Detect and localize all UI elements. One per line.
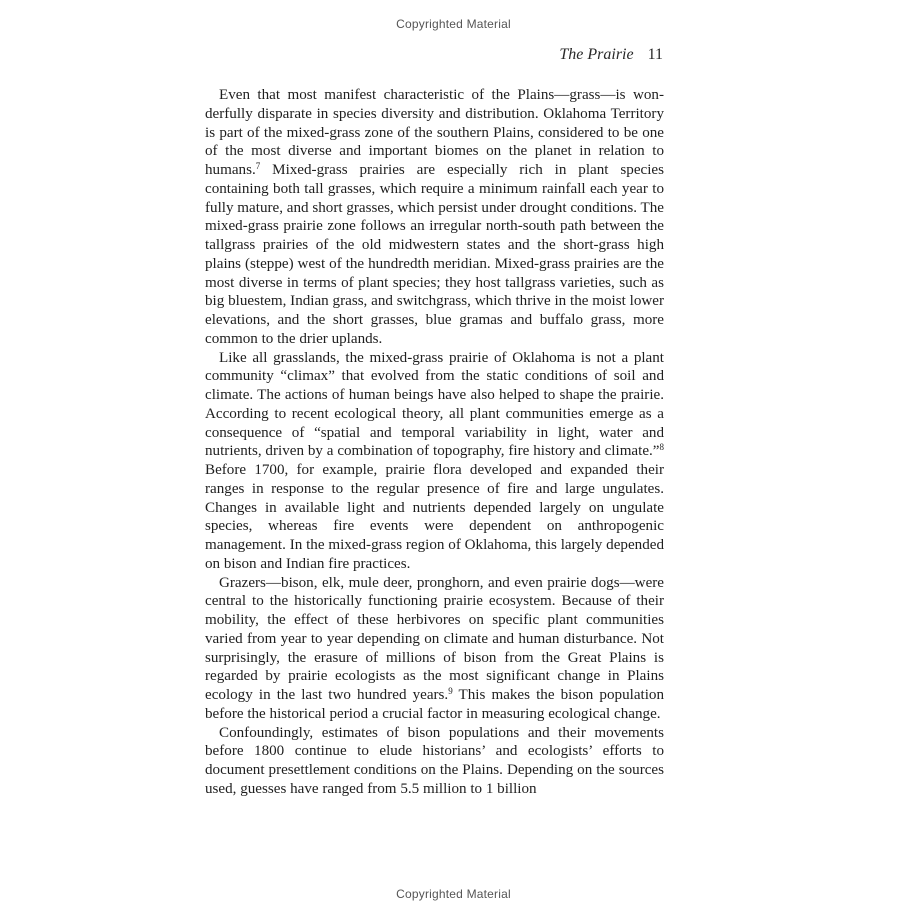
running-head-title: The Prairie <box>559 46 634 63</box>
footnote-marker: 7 <box>255 161 261 171</box>
paragraph-text: Confoundingly, estimates of bison populations and their movements before 1800 continue to elude historians’ and ecologists’ efforts to document presettlement conditions on the Plains. Depending on the sources used, guesses have ranged from 5.5 million to 1 billion <box>205 724 664 797</box>
paragraph-text: Even that most manifest characteristic of the Plains—grass—is wonderfully disparate in species diversity and distribution. Oklahoma Territory is part of the mixed-grass zone of the southern Plains, considered to be one of the most diverse and important biomes on the planet in relation to humans. <box>205 87 664 178</box>
paragraph-text: This makes the bison population before the historical period a crucial factor in measuring ecological change. <box>205 687 664 722</box>
page-number: 11 <box>647 46 663 63</box>
paragraph <box>205 724 664 799</box>
paragraph-text: Mixed-grass prairies are especially rich in plant species containing both tall grasses, which require a minimum rainfall each year to fully mature, and short grasses, which persist under drought conditions. The mixed-grass prairie zone follows an irregular north-south path between the tallgrass prairies of the old midwestern states and the short-grass high plains (steppe) west of the hundredth meridian. Mixed-grass prairies are the most diverse in terms of plant species; they host tallgrass varieties, such as big bluestem, Indian grass, and switchgrass, which thrive in the moist lower elevations, and the short grasses, blue gramas and buffalo grass, more common to the drier uplands. <box>205 162 664 347</box>
running-head <box>559 46 663 64</box>
copyright-watermark-top: Copyrighted Material <box>396 17 511 31</box>
paragraph-text: Grazers—bison, elk, mule deer, pronghorn, and even prairie dogs—were central to the historically functioning prairie ecosystem. Because of their mobility, the effect of these herbivores on specific plant communities varied from year to year depending on climate and human disturbance. Not surprisingly, the erasure of millions of bison from the Great Plains is regarded by prairie ecologists as the most significant change in Plains ecology in the last two hundred years. <box>205 574 664 703</box>
body-text <box>205 86 664 799</box>
copyright-watermark-bottom: Copyrighted Material <box>396 887 511 901</box>
paragraph <box>205 349 664 574</box>
paragraph-text: Like all grasslands, the mixed-grass prairie of Oklahoma is not a plant community “climax” that evolved from the static conditions of soil and climate. The actions of human beings have also helped to shape the prairie. According to recent ecological theory, all plant communities emerge as a consequence of “spatial and temporal variability in light, water and nutrients, driven by a combination of topography, fire history and climate.” <box>205 349 664 460</box>
footnote-marker: 9 <box>448 686 453 696</box>
paragraph <box>205 574 664 724</box>
footnote-marker: 8 <box>659 442 664 453</box>
paragraph-text: Before 1700, for example, prairie flora developed and expanded their ranges in response to the regular presence of fire and large ungulates. Changes in available light and nutrients depended largely on ungulate species, whereas fire events were dependent on anthropogenic management. In the mixed-grass region of Oklahoma, this largely depended on bison and Indian fire practices. <box>205 462 664 572</box>
paragraph <box>205 86 664 349</box>
